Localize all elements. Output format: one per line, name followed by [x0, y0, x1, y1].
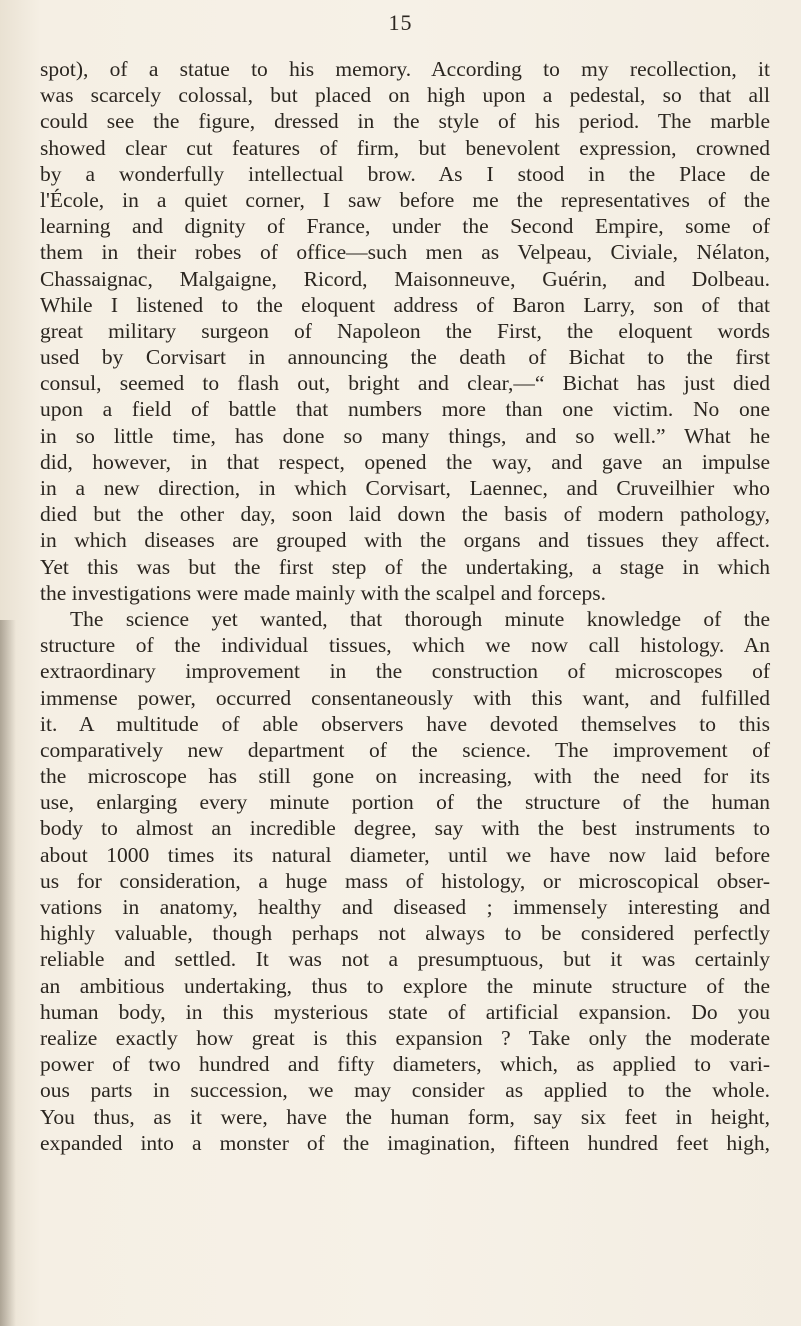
text-line: the investigations were made mainly with the scalpel and forceps. [40, 580, 606, 605]
text-line: Chassaignac, Malgaigne, Ricord, Maisonneuve, Guérin, and Dolbeau. [40, 266, 770, 291]
text-line: showed clear cut features of firm, but benevolent expression, crowned [40, 135, 770, 160]
text-line: power of two hundred and fifty diameters, which, as applied to vari- [40, 1052, 770, 1077]
text-line: it. A multitude of able observers have devoted themselves to this [40, 711, 770, 736]
text-line: did, however, in that respect, opened the way, and gave an impulse [40, 449, 770, 474]
text-line: The science yet wanted, that thorough minute knowledge of the [70, 606, 770, 631]
text-line: died but the other day, soon laid down the basis of modern pathology, [40, 502, 770, 527]
body-text [40, 56, 770, 1156]
text-line: comparatively new department of the science. The improvement of [40, 737, 770, 762]
page-number: 15 [388, 10, 413, 35]
text-line: structure of the individual tissues, which we now call histology. An [40, 633, 770, 658]
text-line: upon a field of battle that numbers more than one victim. No one [40, 397, 770, 422]
text-line: Yet this was but the first step of the undertaking, a stage in which [40, 554, 770, 579]
text-line: realize exactly how great is this expansion ? Take only the moderate [40, 1025, 770, 1050]
text-line: spot), of a statue to his memory. According to my recollection, it [40, 57, 770, 81]
text-line: the microscope has still gone on increasing, with the need for its [40, 764, 770, 789]
text-line: in a new direction, in which Corvisart, Laennec, and Cruveilhier who [40, 476, 770, 500]
text-line: ous parts in succession, we may consider as applied to the whole. [40, 1078, 770, 1103]
text-line: in so little time, has done so many things, and so well.” What he [40, 423, 770, 448]
text-line: great military surgeon of Napoleon the First, the eloquent words [40, 318, 770, 343]
text-line: in which diseases are grouped with the organs and tissues they affect. [40, 528, 770, 553]
text-line: human body, in this mysterious state of artificial expansion. Do you [40, 999, 770, 1024]
text-line: us for consideration, a huge mass of histology, or microscopical obser- [40, 868, 770, 893]
binding-shadow [0, 620, 16, 1326]
text-line: You thus, as it were, have the human form, say six feet in height, [40, 1104, 770, 1129]
text-line: body to almost an incredible degree, say with the best instruments to [40, 816, 770, 841]
text-line: vations in anatomy, healthy and diseased ; immensely interesting and [40, 895, 770, 919]
text-line: learning and dignity of France, under the Second Empire, some of [40, 214, 770, 239]
text-line: immense power, occurred consentaneously with this want, and fulfilled [40, 685, 770, 710]
text-line: was scarcely colossal, but placed on high upon a pedestal, so that all [40, 83, 770, 108]
text-line: expanded into a monster of the imagination, fifteen hundred feet high, [40, 1130, 770, 1155]
text-line: reliable and settled. It was not a presumptuous, but it was certainly [40, 947, 770, 972]
text-line: an ambitious undertaking, thus to explore the minute structure of the [40, 973, 770, 998]
text-line: about 1000 times its natural diameter, until we have now laid before [40, 842, 770, 867]
text-line: consul, seemed to flash out, bright and clear,—“ Bichat has just died [40, 371, 770, 396]
text-line: l'École, in a quiet corner, I saw before me the representatives of the [40, 187, 770, 212]
text-line: by a wonderfully intellectual brow. As I stood in the Place de [40, 161, 770, 186]
text-line: them in their robes of office—such men as Velpeau, Civiale, Nélaton, [40, 240, 770, 265]
text-line: could see the figure, dressed in the style of his period. The marble [40, 109, 770, 134]
text-line: use, enlarging every minute portion of the structure of the human [40, 790, 770, 815]
text-line: highly valuable, though perhaps not always to be considered perfectly [40, 921, 770, 946]
text-line: While I listened to the eloquent address of Baron Larry, son of that [40, 292, 770, 317]
text-line: used by Corvisart in announcing the death of Bichat to the first [40, 345, 770, 370]
text-line: extraordinary improvement in the construction of microscopes of [40, 659, 770, 684]
